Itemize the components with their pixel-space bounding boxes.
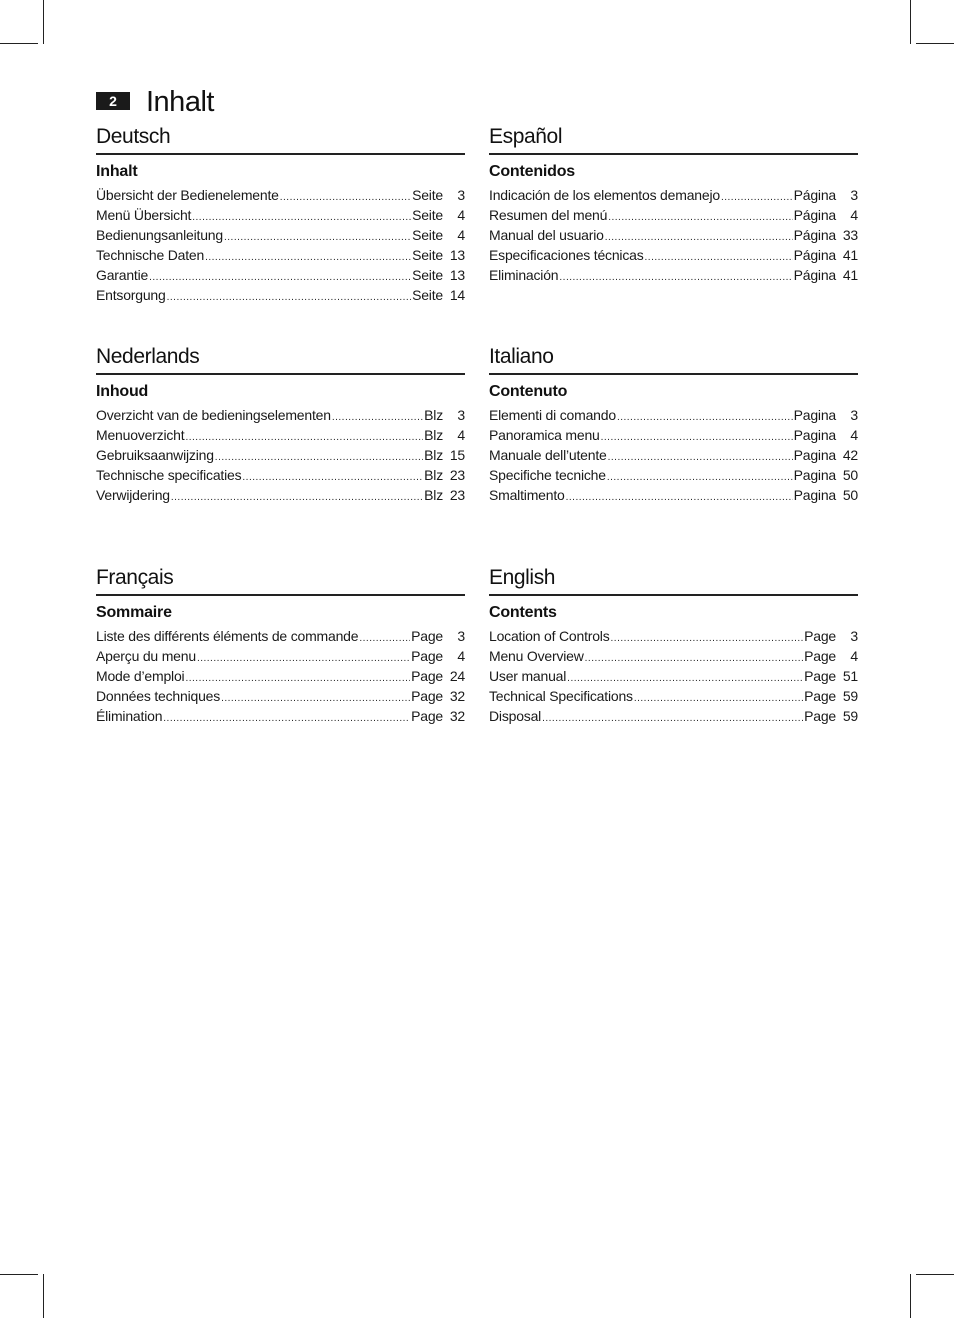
toc-entry xyxy=(96,666,465,686)
toc-entry-page-word: Page xyxy=(411,628,443,644)
toc-entry xyxy=(489,646,858,666)
toc-entry-title: Gebruiksaanwijzing xyxy=(96,447,214,463)
toc-entry-page-number: 32 xyxy=(449,688,465,704)
toc-entry-page-word: Blz xyxy=(424,467,443,483)
toc-entry-page-number: 4 xyxy=(457,227,465,243)
toc-entry-page-word: Seite xyxy=(412,187,443,203)
toc-entry xyxy=(96,445,465,465)
toc-entry xyxy=(96,686,465,706)
toc-entry-title: Indicación de los elementos demanejo xyxy=(489,187,720,203)
toc-entry-page-number: 13 xyxy=(449,267,465,283)
toc-entry-page-number: 41 xyxy=(842,247,858,263)
toc-section-francais xyxy=(96,565,465,726)
dot-leader xyxy=(542,709,803,729)
toc-entry-page-number: 3 xyxy=(457,628,465,644)
toc-entry-title: Données techniques xyxy=(96,688,221,704)
toc-entry-page-word: Pagina xyxy=(793,447,836,463)
dot-leader xyxy=(721,188,793,208)
toc-entry-page-number: 14 xyxy=(449,287,465,303)
toc-entry xyxy=(489,465,858,485)
toc-entry-page-word: Página xyxy=(793,227,836,243)
toc-entry-title: Menü Übersicht xyxy=(96,207,192,223)
section-heading: Contenidos xyxy=(489,163,575,180)
toc-entry xyxy=(489,225,858,245)
toc-entry-title: Garantie xyxy=(96,267,149,283)
dot-leader xyxy=(601,428,793,448)
toc-entry-title: Verwijdering xyxy=(96,487,170,503)
toc-entry xyxy=(489,445,858,465)
toc-entry xyxy=(489,185,858,205)
toc-entry xyxy=(489,425,858,445)
page-title: Inhalt xyxy=(146,86,214,118)
dot-leader xyxy=(221,689,410,709)
toc-entry xyxy=(96,626,465,646)
toc-entry xyxy=(96,185,465,205)
toc-entry-page-word: Blz xyxy=(424,447,443,463)
dot-leader xyxy=(192,208,411,228)
toc-section-english xyxy=(489,565,858,726)
crop-mark xyxy=(43,1274,44,1318)
toc-entry-title: Menu Overview xyxy=(489,648,584,664)
toc-entry-title: Manuale dell’utente xyxy=(489,447,607,463)
toc-entry-title: Especificaciones técnicas xyxy=(489,247,644,263)
dot-leader xyxy=(608,208,792,228)
toc-entry-page-word: Blz xyxy=(424,427,443,443)
dot-leader xyxy=(185,428,423,448)
toc-entry-title: Mode d’emploi xyxy=(96,668,185,684)
toc-list xyxy=(489,626,858,726)
dot-leader xyxy=(645,248,793,268)
crop-mark xyxy=(910,0,911,44)
toc-entry-page-word: Seite xyxy=(412,227,443,243)
toc-entry-title: Technische specificaties xyxy=(96,467,242,483)
toc-entry-page-number: 59 xyxy=(842,708,858,724)
toc-entry-page-number: 15 xyxy=(449,447,465,463)
section-language-title: Nederlands xyxy=(96,344,465,375)
toc-entry-page-word: Página xyxy=(793,187,836,203)
toc-entry xyxy=(96,485,465,505)
section-heading: Sommaire xyxy=(96,604,172,621)
toc-entry-page-word: Page xyxy=(804,688,836,704)
toc-entry-page-number: 4 xyxy=(850,648,858,664)
toc-entry-page-number: 3 xyxy=(850,407,858,423)
dot-leader xyxy=(559,268,792,288)
toc-entry-page-number: 51 xyxy=(842,668,858,684)
toc-entry-title: Entsorgung xyxy=(96,287,166,303)
toc-entry-title: Elementi di comando xyxy=(489,407,616,423)
toc-entry-title: Technische Daten xyxy=(96,247,205,263)
toc-entry-page-word: Page xyxy=(804,628,836,644)
section-language-title: Deutsch xyxy=(96,124,465,155)
toc-entry-page-word: Blz xyxy=(424,487,443,503)
toc-entry-title: Location of Controls xyxy=(489,628,610,644)
toc-section-espanol xyxy=(489,124,858,285)
toc-entry xyxy=(96,465,465,485)
toc-entry xyxy=(96,425,465,445)
dot-leader xyxy=(611,629,804,649)
toc-entry-page-number: 33 xyxy=(842,227,858,243)
crop-mark xyxy=(0,1274,38,1275)
dot-leader xyxy=(280,188,411,208)
toc-entry-page-number: 4 xyxy=(457,427,465,443)
dot-leader xyxy=(617,408,793,428)
toc-entry xyxy=(489,626,858,646)
toc-entry-title: Aperçu du menu xyxy=(96,648,196,664)
toc-entry-page-word: Página xyxy=(793,207,836,223)
dot-leader xyxy=(224,228,411,248)
toc-entry xyxy=(96,646,465,666)
toc-entry-title: Bedienungsanleitung xyxy=(96,227,223,243)
toc-entry-page-word: Seite xyxy=(412,207,443,223)
toc-entry-page-word: Page xyxy=(804,648,836,664)
section-language-title: Français xyxy=(96,565,465,596)
toc-entry-page-word: Página xyxy=(793,267,836,283)
dot-leader xyxy=(167,288,411,308)
toc-entry-page-word: Pagina xyxy=(793,407,836,423)
toc-entry-page-number: 3 xyxy=(457,407,465,423)
toc-entry-page-number: 3 xyxy=(850,187,858,203)
toc-entry xyxy=(96,285,465,305)
toc-list xyxy=(489,405,858,505)
dot-leader xyxy=(359,629,410,649)
toc-entry xyxy=(489,245,858,265)
toc-entry xyxy=(489,485,858,505)
dot-leader xyxy=(608,448,793,468)
toc-entry-title: User manual xyxy=(489,668,567,684)
section-language-title: Italiano xyxy=(489,344,858,375)
toc-entry-page-word: Pagina xyxy=(793,487,836,503)
toc-entry-page-word: Page xyxy=(411,688,443,704)
toc-entry-title: Menuoverzicht xyxy=(96,427,185,443)
toc-entry xyxy=(96,225,465,245)
toc-entry xyxy=(96,265,465,285)
toc-entry-page-word: Blz xyxy=(424,407,443,423)
toc-entry xyxy=(489,666,858,686)
crop-mark xyxy=(916,43,954,44)
toc-entry-title: Übersicht der Bedienelemente xyxy=(96,187,279,203)
toc-entry xyxy=(96,245,465,265)
dot-leader xyxy=(634,689,803,709)
toc-entry xyxy=(96,706,465,726)
toc-entry-page-number: 41 xyxy=(842,267,858,283)
toc-entry-page-word: Page xyxy=(411,668,443,684)
toc-entry-page-number: 4 xyxy=(457,207,465,223)
toc-entry xyxy=(489,405,858,425)
toc-entry-page-word: Seite xyxy=(412,247,443,263)
toc-entry-page-word: Seite xyxy=(412,287,443,303)
toc-section-italiano xyxy=(489,344,858,505)
dot-leader xyxy=(197,649,410,669)
toc-entry-page-number: 50 xyxy=(842,467,858,483)
toc-entry-page-number: 3 xyxy=(457,187,465,203)
crop-mark xyxy=(0,43,38,44)
toc-entry-page-word: Página xyxy=(793,247,836,263)
toc-entry-title: Specifiche tecniche xyxy=(489,467,606,483)
section-heading: Inhalt xyxy=(96,163,138,180)
toc-entry-page-word: Page xyxy=(411,648,443,664)
section-language-title: English xyxy=(489,565,858,596)
toc-entry xyxy=(489,265,858,285)
section-heading: Inhoud xyxy=(96,383,149,400)
toc-entry xyxy=(96,405,465,425)
toc-entry-page-word: Page xyxy=(411,708,443,724)
toc-entry-page-number: 32 xyxy=(449,708,465,724)
toc-entry-page-number: 42 xyxy=(842,447,858,463)
toc-entry-page-word: Seite xyxy=(412,267,443,283)
toc-entry-page-word: Page xyxy=(804,708,836,724)
toc-entry-page-number: 59 xyxy=(842,688,858,704)
toc-section-nederlands xyxy=(96,344,465,505)
toc-entry xyxy=(489,205,858,225)
toc-entry-page-number: 4 xyxy=(850,427,858,443)
toc-entry-page-number: 4 xyxy=(850,207,858,223)
toc-entry-title: Disposal xyxy=(489,708,542,724)
toc-entry-title: Manual del usuario xyxy=(489,227,604,243)
toc-entry-title: Panoramica menu xyxy=(489,427,600,443)
toc-entry-page-number: 24 xyxy=(449,668,465,684)
toc-entry xyxy=(489,706,858,726)
toc-list xyxy=(96,185,465,305)
crop-mark xyxy=(916,1274,954,1275)
dot-leader xyxy=(332,408,423,428)
toc-entry-title: Smaltimento xyxy=(489,487,565,503)
dot-leader xyxy=(585,649,803,669)
toc-entry-page-number: 50 xyxy=(842,487,858,503)
page-number-badge: 2 xyxy=(96,92,130,110)
dot-leader xyxy=(149,268,411,288)
toc-entry-page-word: Pagina xyxy=(793,427,836,443)
section-language-title: Español xyxy=(489,124,858,155)
toc-entry-page-number: 23 xyxy=(449,487,465,503)
crop-mark xyxy=(43,0,44,44)
section-heading: Contents xyxy=(489,604,557,621)
dot-leader xyxy=(242,468,423,488)
toc-entry xyxy=(96,205,465,225)
toc-entry-page-number: 23 xyxy=(449,467,465,483)
toc-entry-title: Élimination xyxy=(96,708,163,724)
toc-entry-title: Eliminación xyxy=(489,267,559,283)
dot-leader xyxy=(566,488,793,508)
toc-list xyxy=(96,405,465,505)
toc-entry-title: Liste des différents éléments de commande xyxy=(96,628,359,644)
toc-entry-page-number: 13 xyxy=(449,247,465,263)
dot-leader xyxy=(171,488,423,508)
dot-leader xyxy=(215,448,423,468)
toc-entry-title: Technical Specifications xyxy=(489,688,633,704)
dot-leader xyxy=(607,468,793,488)
toc-entry-page-word: Page xyxy=(804,668,836,684)
toc-section-deutsch xyxy=(96,124,465,305)
toc-entry-page-number: 3 xyxy=(850,628,858,644)
section-heading: Contenuto xyxy=(489,383,568,400)
toc-list xyxy=(489,185,858,285)
dot-leader xyxy=(205,248,411,268)
toc-entry-page-word: Pagina xyxy=(793,467,836,483)
toc-entry-page-number: 4 xyxy=(457,648,465,664)
crop-mark xyxy=(910,1274,911,1318)
dot-leader xyxy=(163,709,410,729)
toc-entry-title: Resumen del menú xyxy=(489,207,608,223)
toc-entry xyxy=(489,686,858,706)
toc-entry-title: Overzicht van de bedieningselementen xyxy=(96,407,331,423)
toc-list xyxy=(96,626,465,726)
